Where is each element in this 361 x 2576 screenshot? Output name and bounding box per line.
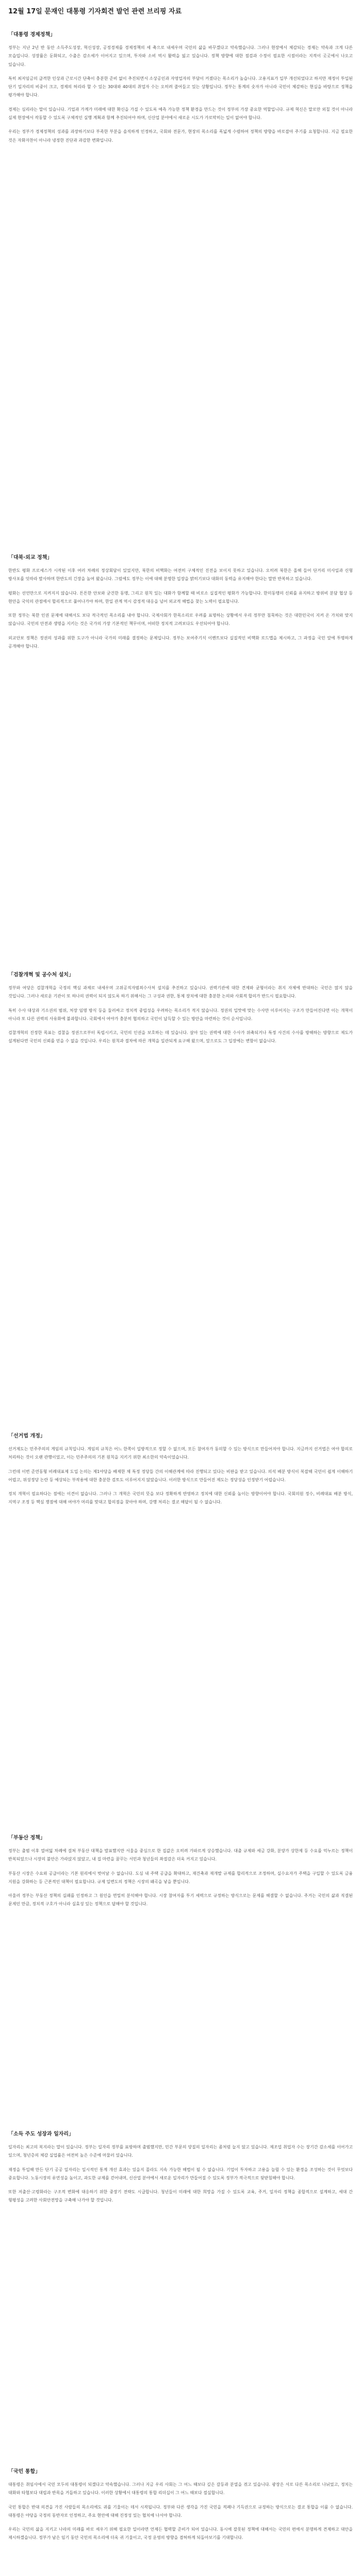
paragraph: 정치 개혁이 필요하다는 점에는 이견이 없습니다. 그러나 그 개혁은 국민의 뜻을 보다 정확하게 반영하고 정치에 대한 신뢰를 높이는 방향이어야 합니다. 국회의원 정수, 비례대표 배분 방식, 지역구 조정 등 핵심 쟁점에 대해 여야가 머리를 맞대고 합의점을 찾아야 하며, 강행 처리는 결코 해답이 될 수 없습니다. <box>8 1492 353 1505</box>
section-heading: 「대북·외교 정책」 <box>8 555 53 561</box>
paragraph: 외교안보 정책은 정권의 성과를 위한 도구가 아니라 국가의 미래를 결정하는 문제입니다. 정부는 보여주기식 이벤트보다 실질적인 비핵화 로드맵을 제시하고, 그 과정을 국민 앞에 투명하게 공개해야 합니다. <box>8 635 353 649</box>
paragraph: 아울러 정부는 부동산 정책의 실패를 인정하고 그 원인을 면밀히 분석해야 합니다. 시장 참여자를 투기 세력으로 규정하는 방식으로는 문제를 해결할 수 없습니다. 주거는 국민의 삶과 직결된 문제인 만큼, 정치적 구호가 아니라 실효성 있는 정책으로 답해야 할 것입니다. <box>8 1893 353 1907</box>
paragraph: 재정을 투입해 만든 단기 공공 일자리는 일시적인 통계 개선 효과는 있을지 몰라도 지속 가능한 해법이 될 수 없습니다. 기업이 투자하고 고용을 늘릴 수 있는 환경을 조성하는 것이 무엇보다 중요합니다. 노동시장의 유연성을 높이고, 과도한 규제를 걷어내며, 신산업 분야에서 새로운 일자리가 만들어질 수 있도록 정부가 적극적으로 뒷받침해야 합니다. <box>8 2167 353 2180</box>
section-heading: 「소득 주도 성장과 일자리」 <box>8 2131 74 2137</box>
paragraph: 그런데 이번 준연동형 비례대표제 도입 논의는 제1야당을 배제한 채 특정 정당들 간의 이해관계에 따라 진행되고 있다는 비판을 받고 있습니다. 의석 배분 방식이 복잡해 국민이 쉽게 이해하기 어렵고, 위성정당 논란 등 예상되는 부작용에 대한 충분한 검토도 이루어지지 않았습니다. 이러한 방식으로 만들어진 제도는 정당성을 인정받기 어렵습니다. <box>8 1469 353 1482</box>
paragraph: 선거제도는 민주주의의 게임의 규칙입니다. 게임의 규칙은 어느 한쪽이 일방적으로 정할 수 없으며, 모든 참여자가 동의할 수 있는 방식으로 만들어져야 합니다. 지금까지 선거법은 여야 합의로 처리하는 것이 오랜 관행이었고, 이는 민주주의의 기본 원칙을 지키기 위한 최소한의 약속이었습니다. <box>8 1447 353 1460</box>
paragraph: 또한 저출산·고령화라는 구조적 변화에 대응하기 위한 중장기 전략도 시급합니다. 청년들이 미래에 대한 희망을 가질 수 있도록 교육, 주거, 일자리 정책을 종합적으로 설계하고, 세대 간 형평성을 고려한 사회안전망을 구축해 나가야 할 것입니다. <box>8 2190 353 2203</box>
paragraph: 우리는 정부가 경제정책의 성과를 과장하기보다 부족한 부분을 솔직하게 인정하고, 국회와 전문가, 현장의 목소리를 폭넓게 수렴하여 정책의 방향을 바로잡아 주기를 요청합니다. 지금 필요한 것은 자화자찬이 아니라 냉정한 진단과 과감한 변화입니다. <box>8 129 353 143</box>
paragraph: 검찰개혁의 진정한 목표는 검찰을 정권으로부터 독립시키고, 국민의 인권을 보호하는 데 있습니다. 살아 있는 권력에 대한 수사가 위축되거나 특정 사건의 수사를 방해하는 방향으로 제도가 설계된다면 국민의 신뢰를 얻을 수 없을 것입니다. 우리는 원칙과 절차에 따른 개혁을 일관되게 요구해 왔으며, 앞으로도 그 입장에는 변함이 없습니다. <box>8 1030 353 1044</box>
paragraph: 정부는 지난 2년 반 동안 소득주도성장, 혁신성장, 공정경제를 경제정책의 세 축으로 내세우며 국민의 삶을 바꾸겠다고 약속했습니다. 그러나 현장에서 체감되는 경제는 약속과 크게 다른 모습입니다. 성장률은 둔화되고, 수출은 감소세가 이어지고 있으며, 투자와 소비 역시 활력을 잃고 있습니다. 정책 방향에 대한 점검과 수정이 필요한 시점이라는 지적이 곳곳에서 나오고 있습니다. <box>8 45 353 67</box>
section-heading: 「부동산 정책」 <box>8 1835 45 1841</box>
paragraph: 일자리는 최고의 복지라는 말이 있습니다. 정부는 일자리 정부를 표방하며 출범했지만, 민간 부문의 양질의 일자리는 좀처럼 늘지 않고 있습니다. 제조업 취업자 수는 장기간 감소세를 이어가고 있으며, 청년층의 체감 실업률은 여전히 높은 수준에 머물러 있습니다. <box>8 2145 353 2158</box>
paragraph: 정부는 출범 이후 열여덟 차례에 걸쳐 부동산 대책을 발표했지만 서울을 중심으로 한 집값은 오히려 가파르게 상승했습니다. 대출 규제와 세금 강화, 분양가 상한제 등 수요를 억누르는 정책이 반복되었으나 시장의 불안은 가라앉지 않았고, 내 집 마련을 꿈꾸는 서민과 청년들의 좌절감은 더욱 커지고 있습니다. <box>8 1849 353 1862</box>
paragraph: 대통령은 취임사에서 국민 모두의 대통령이 되겠다고 약속했습니다. 그러나 지금 우리 사회는 그 어느 때보다 깊은 갈등과 분열을 겪고 있습니다. 광장은 서로 다른 목소리로 나뉘었고, 정치는 대화와 타협보다 대립과 반목을 거듭하고 있습니다. 이러한 상황에서 대통령의 통합 리더십이 그 어느 때보다 절실합니다. <box>8 2482 353 2496</box>
section <box>8 1834 353 2102</box>
paragraph: 우리는 국민의 삶을 지키고 나라의 미래를 바로 세우기 위해 필요한 일이라면 언제든 협력할 준비가 되어 있습니다. 동시에 잘못된 정책에 대해서는 국민의 편에서 분명하게 견제하고 대안을 제시하겠습니다. 정부가 남은 임기 동안 국민의 목소리에 더욱 귀 기울이고, 국정 운영의 방향을 겸허하게 되돌아보기를 기대합니다. <box>8 2527 353 2540</box>
section <box>8 1432 353 1808</box>
paragraph: 평화는 선언만으로 지켜지지 않습니다. 튼튼한 안보와 굳건한 동맹, 그리고 원칙 있는 대화가 함께할 때 비로소 실질적인 평화가 가능합니다. 한미동맹의 신뢰를 유지하고 방위비 분담 협상 등 현안을 국익의 관점에서 합리적으로 풀어나가야 하며, 한일 관계 역시 감정적 대응을 넘어 외교적 해법을 찾는 노력이 필요합니다. <box>8 590 353 604</box>
section <box>8 2130 353 2429</box>
paragraph: 특히 수사 대상과 기소권의 범위, 처장 임명 방식 등을 둘러싸고 정치적 중립성을 우려하는 목소리가 적지 않습니다. 정권의 입맛에 맞는 수사만 이루어지는 구조가 만들어진다면 이는 개혁이 아니라 또 다른 권력의 사유화에 불과합니다. 국회에서 여야가 충분히 협의하고 국민이 납득할 수 있는 방안을 마련하는 것이 순서입니다. <box>8 1008 353 1021</box>
section <box>8 554 353 935</box>
section <box>8 971 353 1394</box>
section-heading: 「대통령 경제정책」 <box>8 32 56 38</box>
section-heading: 「국민 통합」 <box>8 2469 41 2475</box>
section <box>8 2468 353 2576</box>
paragraph: 특히 최저임금의 급격한 인상과 근로시간 단축이 충분한 준비 없이 추진되면서 소상공인과 자영업자의 부담이 커졌다는 목소리가 높습니다. 고용지표가 일부 개선되었다고 하지만 재정이 투입된 단기 일자리의 비중이 크고, 경제의 허리라 할 수 있는 30대와 40대의 취업자 수는 오히려 줄어들고 있는 상황입니다. 정부는 통계의 숫자가 아니라 국민이 체감하는 현실을 바탕으로 정책을 평가해야 합니다. <box>8 76 353 98</box>
paragraph: 경제는 심리라는 말이 있습니다. 기업과 가계가 미래에 대한 확신을 가질 수 있도록 예측 가능한 정책 환경을 만드는 것이 정부의 가장 중요한 역할입니다. 규제 혁신은 말로만 외칠 것이 아니라 실제 현장에서 작동할 수 있도록 구체적인 실행 계획과 함께 추진되어야 하며, 신산업 분야에서 새로운 시도가 가로막히는 일이 없어야 합니다. <box>8 107 353 121</box>
document-title: 12월 17일 문재인 대통령 기자회견 발언 관련 브리핑 자료 <box>8 8 182 15</box>
paragraph: 국민 통합은 반대 의견을 가진 사람들의 목소리에도 귀를 기울이는 데서 시작됩니다. 정부와 다른 생각을 가진 국민을 적폐나 기득권으로 규정하는 방식으로는 결코 통합을 이룰 수 없습니다. 대통령은 야당을 국정의 동반자로 인정하고, 주요 현안에 대해 진정성 있는 협치에 나서야 합니다. <box>8 2504 353 2518</box>
paragraph: 정부와 여당은 검찰개혁을 국정의 핵심 과제로 내세우며 고위공직자범죄수사처 설치를 추진하고 있습니다. 권력기관에 대한 견제와 균형이라는 취지 자체에 반대하는 국민은 많지 않을 것입니다. 그러나 새로운 기관이 또 하나의 권력이 되지 않도록 하기 위해서는 그 구성과 권한, 통제 장치에 대한 충분한 논의와 사회적 합의가 반드시 필요합니다. <box>8 986 353 999</box>
paragraph: 또한 정부는 북한 인권 문제에 대해서도 보다 적극적인 목소리를 내야 합니다. 국제사회가 한목소리로 우려를 표명하는 상황에서 우리 정부만 침묵하는 것은 대한민국이 지켜 온 가치와 맞지 않습니다. 국민의 안전과 생명을 지키는 것은 국가의 가장 기본적인 책무이며, 어떠한 정치적 고려보다도 우선되어야 합니다. <box>8 613 353 626</box>
section-heading: 「검찰개혁 및 공수처 설치」 <box>8 972 74 978</box>
paragraph: 부동산 시장은 수요와 공급이라는 기본 원리에서 벗어날 수 없습니다. 도심 내 주택 공급을 확대하고, 재건축과 재개발 규제를 합리적으로 조정하며, 실수요자가 주택을 구입할 수 있도록 금융 지원을 강화하는 등 근본적인 대책이 필요합니다. 규제 일변도의 정책은 시장의 왜곡을 낳을 뿐입니다. <box>8 1871 353 1884</box>
section-heading: 「선거법 개정」 <box>8 1433 45 1439</box>
paragraph: 한반도 평화 프로세스가 시작된 이후 여러 차례의 정상회담이 있었지만, 북한의 비핵화는 여전히 구체적인 진전을 보이지 못하고 있습니다. 오히려 북한은 올해 들어 단거리 미사일과 신형 방사포를 잇따라 발사하며 한반도의 긴장을 높여 왔습니다. 그럼에도 정부는 이에 대해 분명한 입장을 밝히기보다 대화의 동력을 유지해야 한다는 말만 반복하고 있습니다. <box>8 568 353 582</box>
section <box>8 31 353 309</box>
